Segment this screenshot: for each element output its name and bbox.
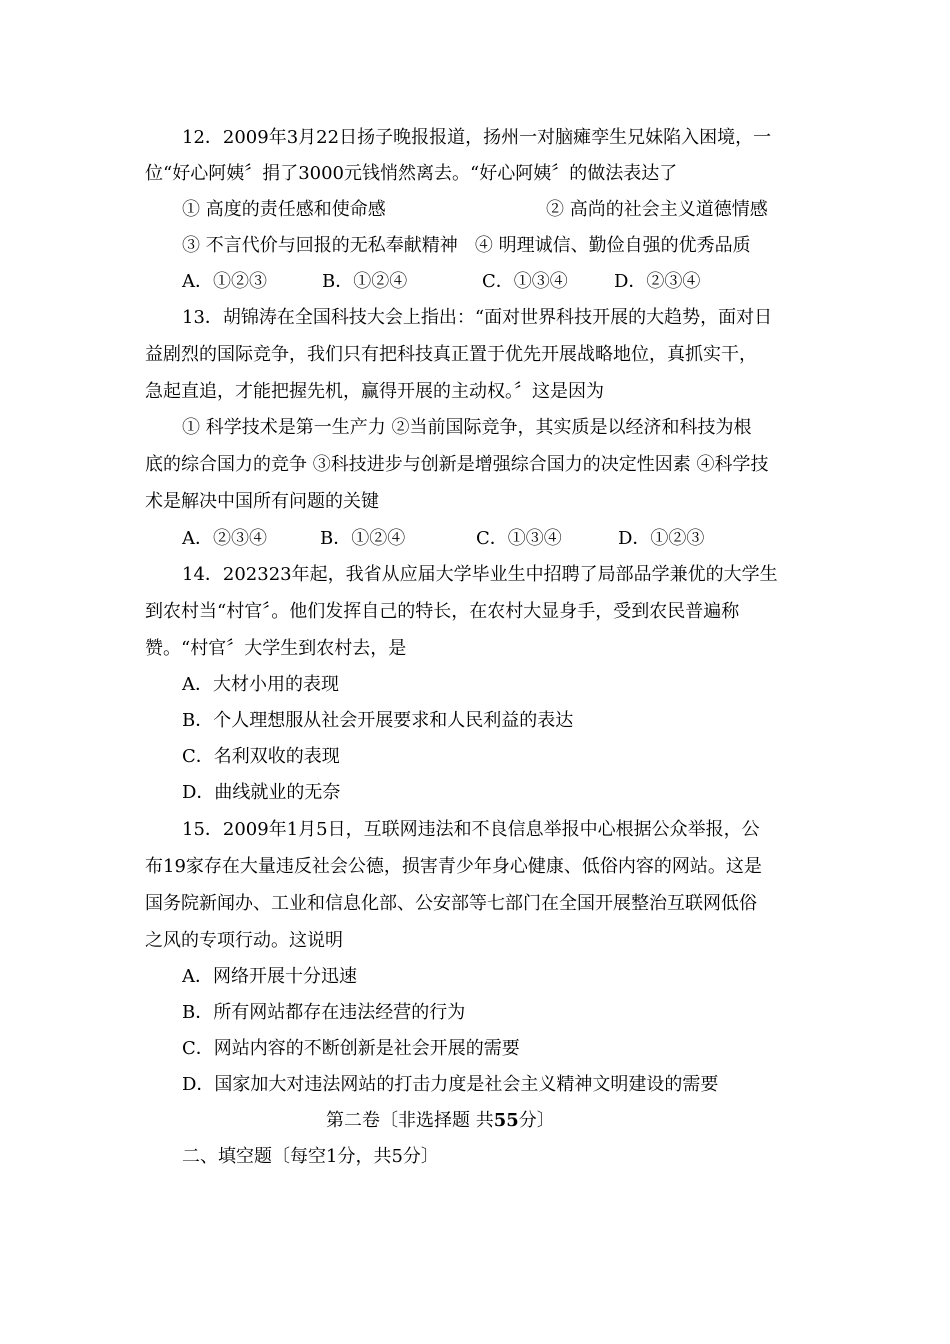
q15-option-d: D．国家加大对违法网站的打击力度是社会主义精神文明建设的需要 bbox=[182, 1074, 719, 1095]
q13-answer-b: B．①②④ bbox=[320, 528, 406, 549]
q14-option-a: A．大材小用的表现 bbox=[182, 674, 339, 695]
q13-answer-c: C．①③④ bbox=[476, 528, 562, 549]
q15-stem-line3: 国务院新闻办、工业和信息化部、公安部等七部门在全国开展整治互联网低俗 bbox=[145, 893, 757, 914]
q14-option-b: B．个人理想服从社会开展要求和人民利益的表达 bbox=[182, 710, 574, 731]
section2-title-score: 55 bbox=[493, 1110, 519, 1131]
q14-stem-line2: 到农村当“村官〞。他们发挥自己的特长，在农村大显身手，受到农民普遍称 bbox=[145, 601, 740, 622]
q15-stem-line4: 之风的专项行动。这说明 bbox=[145, 930, 343, 951]
q12-option-4: ④ 明理诚信、勤俭自强的优秀品质 bbox=[474, 235, 751, 256]
q12-stem-line1: 12．2009年3月22日扬子晚报报道，扬州一对脑瘫孪生兄妹陷入困境，一 bbox=[182, 127, 772, 148]
q12-stem-line2: 位“好心阿姨〞捐了3000元钱悄然离去。“好心阿姨〞的做法表达了 bbox=[145, 163, 678, 184]
q14-stem-line1: 14．202323年起，我省从应届大学毕业生中招聘了局部品学兼优的大学生 bbox=[182, 564, 778, 585]
section2-title-prefix: 第二卷〔非选择题 共 bbox=[326, 1110, 494, 1131]
q15-stem-line2: 布19家存在大量违反社会公德，损害青少年身心健康、低俗内容的网站。这是 bbox=[145, 856, 762, 877]
q12-answer-c: C．①③④ bbox=[482, 271, 568, 292]
q14-option-c: C．名利双收的表现 bbox=[182, 746, 340, 767]
q13-options-line2: 底的综合国力的竞争 ③科技进步与创新是增强综合国力的决定性因素 ④科学技 bbox=[145, 454, 769, 475]
q15-option-c: C．网站内容的不断创新是社会开展的需要 bbox=[182, 1038, 520, 1059]
q13-answer-d: D．①②③ bbox=[618, 528, 705, 549]
q15-stem-line1: 15．2009年1月5日，互联网违法和不良信息举报中心根据公众举报，公 bbox=[182, 819, 760, 840]
q14-stem-line3: 赞。“村官〞大学生到农村去，是 bbox=[145, 638, 407, 659]
q12-option-1: ① 高度的责任感和使命感 bbox=[182, 199, 386, 220]
q12-answer-d: D．②③④ bbox=[614, 271, 701, 292]
q12-option-2: ② 高尚的社会主义道德情感 bbox=[546, 199, 768, 220]
q12-option-3: ③ 不言代价与回报的无私奉献精神 bbox=[182, 235, 458, 256]
q13-options-line1: ① 科学技术是第一生产力 ②当前国际竞争，其实质是以经济和科技为根 bbox=[182, 417, 752, 438]
q12-option-row2 bbox=[182, 234, 751, 258]
section2-title-suffix: 分〕 bbox=[518, 1110, 555, 1131]
fill-blank-heading: 二、填空题〔每空1分，共5分〕 bbox=[182, 1146, 439, 1167]
q13-stem-line2: 益剧烈的国际竞争，我们只有把科技真正置于优先开展战略地位，真抓实干， bbox=[145, 344, 757, 365]
q12-answer-b: B．①②④ bbox=[322, 271, 408, 292]
q13-answer-a: A．②③④ bbox=[182, 528, 267, 549]
q14-option-d: D．曲线就业的无奈 bbox=[182, 782, 341, 803]
q12-answer-a: A．①②③ bbox=[182, 271, 267, 292]
q13-options-line3: 术是解决中国所有问题的关键 bbox=[145, 491, 379, 512]
q15-option-a: A．网络开展十分迅速 bbox=[182, 966, 357, 987]
section2-title bbox=[326, 1109, 555, 1133]
q13-stem-line3: 急起直追，才能把握先机，赢得开展的主动权。〞这是因为 bbox=[145, 381, 604, 402]
q12-option-row1 bbox=[182, 198, 386, 222]
q13-stem-line1: 13．胡锦涛在全国科技大会上指出：“面对世界科技开展的大趋势，面对日 bbox=[182, 307, 773, 328]
q15-option-b: B．所有网站都存在违法经营的行为 bbox=[182, 1002, 466, 1023]
